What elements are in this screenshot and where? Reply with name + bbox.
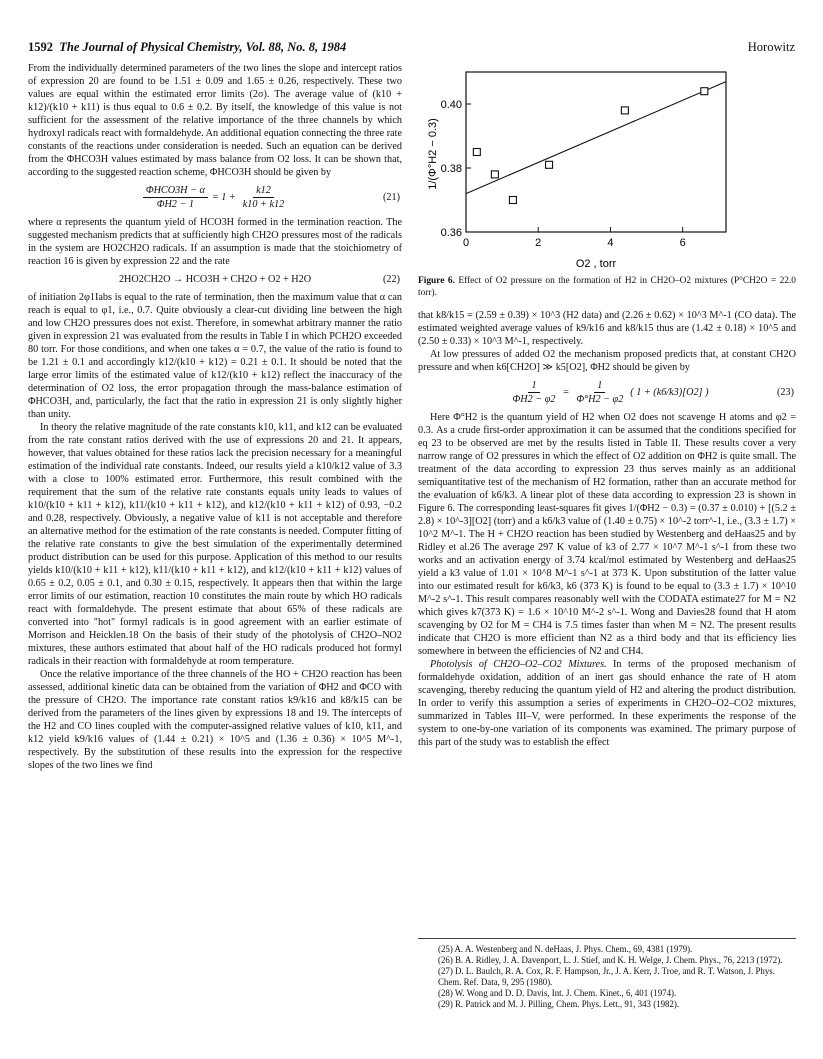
caption-label: Figure 6. [418, 276, 455, 286]
eq21-rhs-numerator: k12 [253, 184, 274, 198]
data-point [546, 161, 553, 168]
reference-item: (26) B. A. Ridley, J. A. Davenport, L. J. Stief, and K. H. Welge, J. Chem. Phys., 76, 2213 (1972). [438, 955, 783, 965]
x-tick-label: 2 [535, 237, 542, 249]
paragraph: In theory the relative magnitude of the rate constants k10, k11, and k12 can be evaluated from the rate constant ratios derived with the use of expressions 20 and 21. It appears, however, that values obtained for these ratios lack the precision necessary for a meaningful estimation of the individual rate constants. Indeed, our results yield a k10/k12 value of 3.3 with a close to 100% estimated error. Furthermore, this result combined with the requirement that the sum of the relative rate constants equals unity leads to values of k10/(k10 + k11 + k12), k11/(k10 + k11 + k12), and k12/(k10 + k11 + k12) of 0.93, −0.2 and 0.28, respectively. Obviously, a negative value of k11 is not acceptable and therefore an alternative method for the estimation of the rate constants is needed. Computer fitting of the relative rate constants to give the best simulation of the experimentally determined product distribution can be used for this purpose. Application of this method to our results yields k10/(k10 + k11 + k12), k11/(k10 + k11 + k12), and k12/(k10 + k11 + k12) values of 0.65 ± 0.2, 0.05 ± 0.1, and 0.30 ± 0.15, respectively. It appears then that within the large error limits of our estimation, reaction 10 constitutes the main route by which HO radicals react with formaldehyde. The present estimate that about 65% of these radicals are converted into "hot" formyl radicals is in good agreement with an earlier estimate of Morrison and Heicklen.18 On the basis of their study of the photolysis of CH2O–NO2 mixtures, these authors estimated that about half of the HO radicals produced hot formyl radicals in their reaction with formaldehyde at room temperature. [28, 422, 402, 667]
paragraph: of initiation 2φ1Iabs is equal to the rate of termination, then the maximum value that α can reach is equal to φ1, i.e., 0.7. Quite obviously a clear-cut dividing line between the high and low CH2O pressures does not exist. Therefore, in somewhat arbitrary manner the ratio given in expression 21 was evaluated from the results in Table I in which PCH2O exceeded 80 torr. For those conditions, and when one takes α = 0.7, the value of the ratio is found to be 1.21 ± 0.1 and accordingly k12/(k10 + k12) = 0.21 ± 0.1. It should be noted that the large error limits of the estimated value of k12/(k10 + k12) reflect the inaccuracy of the determination of O2 loss, the error propagation through the mass-balance estimation of ΦHCO3H, and, particularly, the fact that the ratio in expression 21 is only slightly higher than unity. [28, 292, 402, 420]
data-point [473, 149, 480, 156]
x-tick-label: 0 [462, 237, 470, 249]
paragraph: At low pressures of added O2 the mechanism proposed predicts that, at constant CH2O pressure and when k6[CH2O] ≫ k5[O2], ΦH2 should be given by [418, 349, 796, 373]
y-tick-label: 0.40 [440, 99, 462, 111]
eq23-rhs-denominator: Φ°H2 − φ2 [576, 394, 624, 405]
section-heading: Photolysis of CH2O–O2–CO2 Mixtures. [430, 659, 607, 670]
paragraph: From the individually determined parameters of the two lines the slope and intercept ratios of expression 20 are found to be 1.51 ± 0.09 and 1.65 ± 0.26, respectively. These two values are equal within the estimated error limits (2σ). The average value of (k10 + k12)/(k10 + k11) is thus equal to 0.6 ± 0.2. By itself, the knowledge of this value is not sufficient for the assessment of the relative importance of the three channels by which hydroxyl radicals react with formaldehyde. An additional equation connecting the three rate constants of the reactions under consideration is needed. Such an equation can be derived from the ΦHCO3H values estimated by mass balance from O2 loss. It can be shown that, according to the suggested reaction scheme, ΦHCO3H should be given by [28, 63, 402, 178]
y-tick-label: 0.38 [440, 163, 462, 175]
data-point [509, 197, 516, 204]
paragraph: where α represents the quantum yield of HCO3H formed in the termination reaction. The suggested mechanism predicts that at sufficiently high CH2O pressures most of the radicals in the system are HO2CH2O radicals. If an assumption is made that the stoichiometry of reaction 16 is given by expression 22 and the rate [28, 217, 402, 267]
equation-23 [418, 379, 796, 406]
equation-21 [28, 184, 402, 211]
eq21-middle: = 1 + [211, 192, 236, 203]
right-column [418, 62, 796, 749]
figure-caption [418, 276, 796, 299]
paragraph: Here Φ°H2 is the quantum yield of H2 when O2 does not scavenge H atoms and φ2 = 0.3. As a crude first-order approximation it can be assumed that the conditions specified for eq 23 to be observed are met by the results listed in Table II. These results cover a very narrow range of O2 pressures in which the effect of O2 addition on ΦH2 is quite small. The treatment of the data according to expression 23 thus serves mainly as an additional semiquantitative test of the mechanism of H2 formation, rather than an accurate method for the evaluation of k6/k3. A linear plot of these data according to expression 23 is shown in Figure 6. The corresponding least-squares fit gives 1/(ΦH2 − 0.3) = (0.37 ± 0.010) + [(5.2 ± 2.8) × 10^-3][O2] (torr) and a k6/k3 value of (1.40 ± 0.75) × 10^-2 torr^-1, i.e., (3.3 ± 1.7) × 10^2 M^-1. The H + CH2O reaction has been studied by Westenberg and deHaas25 and by Ridley et al.26 The average 297 K value of k3 of 2.77 × 10^7 M^-1 s^-1 from these two works and an activation energy of 3.74 kcal/mol estimated by Westenberg and deHaas25 yield a k3 value of 1.01 × 10^8 M^-1 s^-1 at 373 K. Upon substitution of the latter value into our estimated result for k6/k3, k6 (373 K) is found to be equal to (3.3 ± 1.7) × 10^10 M^-2 s^-1. This result compares reasonably well with the CODATA estimate27 for M = N2 which gives k7(373 K) = 1.6 × 10^10 M^-2 s^-1. Wong and Davies28 found that H atom scavenging by O2 for M = CH4 is 7.5 times faster than when M = N2. The present results indicate that CH2O is more efficient than N2 as a third body and that its efficiency lies somewhere in between the efficiencies of N2 and CH4. [418, 412, 796, 657]
equation-number: (23) [777, 387, 794, 398]
x-tick-label: 6 [679, 237, 686, 249]
eq23-rhs-numerator: 1 [594, 379, 605, 393]
paragraph: Once the relative importance of the three channels of the HO + CH2O reaction has been assessed, additional kinetic data can be obtained from the variation of ΦH2 and ΦCO with the pressure of CH2O. The importance rate constant ratios k9/k16 and k8/k15 can be derived from the parameters of the lines given by expressions 18 and 19. The intercepts of the H2 and CO lines coupled with the computer-assigned relative values of k10, k11, and k12 yield k9/k16 values of (1.44 ± 0.21) × 10^5 and (1.36 ± 0.36) × 10^5 M^-1, respectively. By the substitution of these results into the expression for the respective slopes of the two lines we find [28, 669, 402, 771]
eq23-lhs-denominator: ΦH2 − φ2 [512, 394, 556, 405]
eq23-middle: = [562, 387, 570, 398]
data-point [491, 171, 498, 178]
paragraph-text: In terms of the proposed mechanism of formaldehyde oxidation, addition of an inert gas should enhance the rate of H atom scavenging, thereby reducing the quantum yield of H2 and altering the product distribution. In order to verify this assumption a series of experiments in CH2O–O2–CO2 mixtures, summarized in Tables III–V, were performed. In these experiments the response of the system to one-by-one variation of its components was examined. The primary purpose of this part of the study was to establish the effect [418, 659, 796, 748]
eq21-lhs-numerator: ΦHCO3H − α [143, 184, 208, 198]
eq22-text: 2HO2CH2O → HCO3H + CH2O + O2 + H2O [118, 274, 312, 285]
reference-item: (27) D. L. Baulch, R. A. Cox, R. F. Hampson, Jr., J. A. Kerr, J. Troe, and R. T. Watson, J. Phys. Chem. Ref. Data, 9, 295 (1980). [438, 966, 775, 987]
left-column [28, 62, 402, 772]
figure-6-chart [418, 62, 796, 272]
y-tick-label: 0.36 [440, 227, 462, 239]
eq21-rhs-denominator: k10 + k12 [242, 199, 285, 210]
paragraph [418, 658, 796, 749]
page-number: 1592 [28, 40, 53, 54]
page-header [28, 40, 795, 58]
equation-22 [28, 273, 402, 286]
caption-text: Effect of O2 pressure on the formation of H2 in CH2O–O2 mixtures (P°CH2O = 22.0 torr). [418, 276, 796, 298]
eq23-lhs-numerator: 1 [528, 379, 539, 393]
figure-6 [418, 62, 796, 272]
equation-number: (21) [383, 192, 400, 203]
reference-item: (29) R. Patrick and M. J. Pilling, Chem. Phys. Lett., 91, 343 (1982). [438, 999, 680, 1009]
paragraph: that k8/k15 = (2.59 ± 0.39) × 10^3 (H2 data) and (2.26 ± 0.62) × 10^3 M^-1 (CO data). The estimated weighted average values of k9/k16 and k8/k15 thus are (1.42 ± 0.18) × 10^5 and (2.50 ± 0.33) × 10^3 M^-1, respectively. [418, 310, 796, 347]
references [418, 938, 796, 1010]
journal-title: The Journal of Physical Chemistry, Vol. 88, No. 8, 1984 [59, 40, 347, 54]
equation-number: (22) [383, 274, 400, 285]
x-axis-label: O2 , torr [575, 258, 617, 270]
eq23-parenthetical: ( 1 + (k6/k3)[O2] ) [630, 387, 709, 398]
reference-item: (28) W. Wong and D. D. Davis, Int. J. Chem. Kinet., 6, 401 (1974). [438, 988, 677, 998]
x-tick-label: 4 [607, 237, 614, 249]
fit-line [466, 82, 726, 194]
running-author: Horowitz [747, 40, 795, 54]
eq21-lhs-denominator: ΦH2 − 1 [156, 199, 194, 210]
data-point [621, 107, 628, 114]
plot-frame [466, 72, 726, 232]
y-axis-label: 1/(Φ°H2 − 0.3) [427, 118, 439, 190]
reference-item: (25) A. A. Westenberg and N. deHaas, J. Phys. Chem., 69, 4381 (1979). [438, 944, 693, 954]
data-point [701, 88, 708, 95]
